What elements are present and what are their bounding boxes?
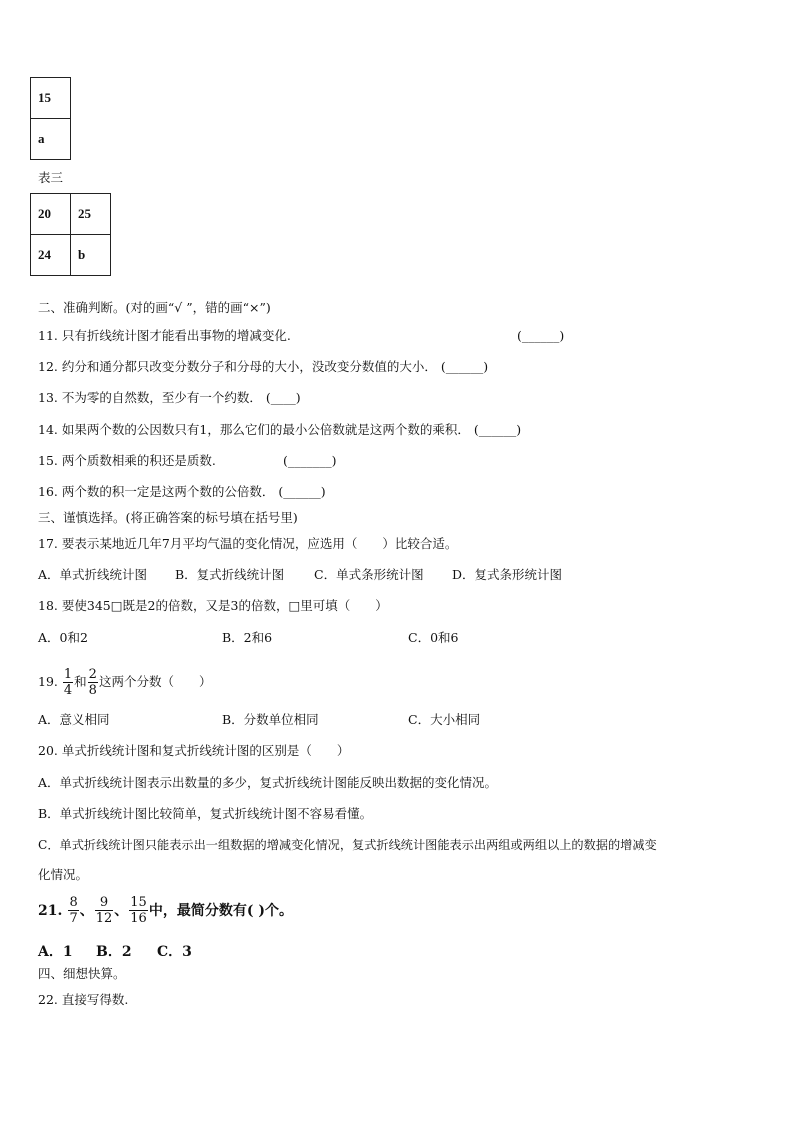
option-a[interactable]: A．0和2	[38, 630, 88, 645]
question-number: 20.	[38, 743, 58, 758]
option-c[interactable]: C．单式条形统计图	[314, 567, 424, 582]
fraction-numerator: 1	[63, 667, 73, 682]
question-14	[38, 422, 521, 438]
fraction-numerator: 15	[130, 895, 147, 910]
option-a[interactable]: A．单式折线统计图表示出数量的多少，复式折线统计图能反映出数据的变化情况。	[38, 775, 498, 790]
option-c[interactable]: C．大小相同	[408, 712, 481, 727]
separator: 、	[114, 903, 129, 919]
question-15	[38, 453, 216, 469]
answer-blank[interactable]: (______)	[440, 359, 489, 374]
table-three	[30, 193, 111, 276]
fraction	[129, 895, 148, 926]
fraction-denominator: 16	[130, 911, 147, 926]
fraction-denominator: 4	[63, 683, 73, 698]
question-16	[38, 484, 326, 500]
question-text: 如果两个数的公因数只有1，那么它们的最小公倍数就是这两个数的乘积．	[61, 422, 470, 437]
question-text: 约分和通分都只改变分数分子和分母的大小，没改变分数值的大小．	[61, 359, 437, 374]
question-text: 要使345□既是2的倍数，又是3的倍数，□里可填（ ）	[61, 598, 388, 613]
option-b[interactable]: B．2	[96, 944, 132, 960]
answer-blank[interactable]: (_______)	[283, 453, 337, 468]
table-cell: a	[31, 119, 71, 160]
fraction-denominator: 8	[88, 683, 97, 698]
question-12	[38, 359, 488, 375]
question-text: 只有折线统计图才能看出事物的增减变化.	[61, 328, 291, 343]
section-three-heading: 三、谨慎选择。(将正确答案的标号填在括号里)	[38, 510, 298, 525]
question-number: 19.	[38, 674, 58, 689]
question-13	[38, 390, 301, 406]
question-number: 11.	[38, 328, 58, 343]
question-number: 13.	[38, 390, 58, 405]
question-19	[38, 664, 211, 700]
section-two-heading: 二、准确判断。(对的画“√ ”，错的画“×”)	[38, 300, 271, 315]
question-21	[38, 892, 293, 929]
table-cell: 15	[31, 78, 71, 119]
answer-blank[interactable]: (______)	[473, 422, 522, 437]
table-cell: 25	[71, 194, 111, 235]
table-three-label: 表三	[38, 170, 64, 185]
question-text: 两个质数相乘的积还是质数.	[61, 453, 216, 468]
question-text: 两个数的积一定是这两个数的公倍数．	[61, 484, 275, 499]
question-number: 21.	[38, 903, 63, 919]
answer-blank[interactable]: (______)	[517, 328, 565, 343]
option-c[interactable]: C．3	[157, 944, 192, 960]
table-cell: b	[71, 235, 111, 276]
question-number: 14.	[38, 422, 58, 437]
question-22	[38, 992, 128, 1008]
fraction-denominator: 12	[95, 911, 113, 926]
table-cell: 24	[31, 235, 71, 276]
option-a[interactable]: A．意义相同	[38, 712, 110, 727]
question-17	[38, 536, 457, 552]
option-b[interactable]: B．单式折线统计图比较简单，复式折线统计图不容易看懂。	[38, 806, 373, 821]
option-a[interactable]: A．单式折线统计图	[38, 567, 148, 582]
question-text: 要表示某地近几年7月平均气温的变化情况，应选用（ ）比较合适。	[61, 536, 458, 551]
separator: 、	[79, 903, 94, 919]
question-text: 中，最简分数有( )个。	[148, 903, 293, 919]
question-text: 直接写得数.	[61, 992, 129, 1007]
question-text: 不为零的自然数，至少有一个约数．	[61, 390, 262, 405]
question-11	[38, 328, 291, 344]
table-cell: 20	[31, 194, 71, 235]
fraction-numerator: 9	[99, 895, 109, 910]
option-a[interactable]: A．1	[38, 944, 73, 960]
option-c[interactable]: C．0和6	[408, 630, 459, 645]
option-b[interactable]: B．复式折线统计图	[175, 567, 285, 582]
question-20	[38, 743, 349, 759]
question-number: 17.	[38, 536, 58, 551]
question-text: 这两个分数（ ）	[98, 674, 212, 689]
fraction-denominator: 7	[69, 911, 78, 926]
question-number: 12.	[38, 359, 58, 374]
answer-blank[interactable]: (______)	[278, 484, 326, 499]
fraction	[68, 895, 78, 926]
question-number: 16.	[38, 484, 58, 499]
fraction	[88, 667, 98, 698]
section-four-heading: 四、细想快算。	[38, 966, 126, 981]
question-number: 18.	[38, 598, 58, 613]
option-b[interactable]: B．2和6	[222, 630, 273, 645]
fraction	[63, 667, 73, 698]
fraction-numerator: 8	[69, 895, 78, 910]
option-d[interactable]: D．复式条形统计图	[452, 567, 563, 582]
option-c-continued: 化情况。	[38, 867, 89, 882]
question-18	[38, 598, 388, 614]
conjunction: 和	[74, 674, 87, 689]
question-number: 22.	[38, 992, 58, 1007]
fraction	[95, 895, 114, 926]
answer-blank[interactable]: (____)	[265, 390, 301, 405]
option-c[interactable]: C．单式折线统计图只能表示出一组数据的增减变化情况，复式折线统计图能表示出两组或两组以上的数据的增减变	[38, 838, 657, 852]
question-number: 15.	[38, 453, 58, 468]
table-two	[30, 77, 71, 160]
fraction-numerator: 2	[88, 667, 97, 682]
option-b[interactable]: B．分数单位相同	[222, 712, 319, 727]
question-text: 单式折线统计图和复式折线统计图的区别是（ ）	[61, 743, 350, 758]
